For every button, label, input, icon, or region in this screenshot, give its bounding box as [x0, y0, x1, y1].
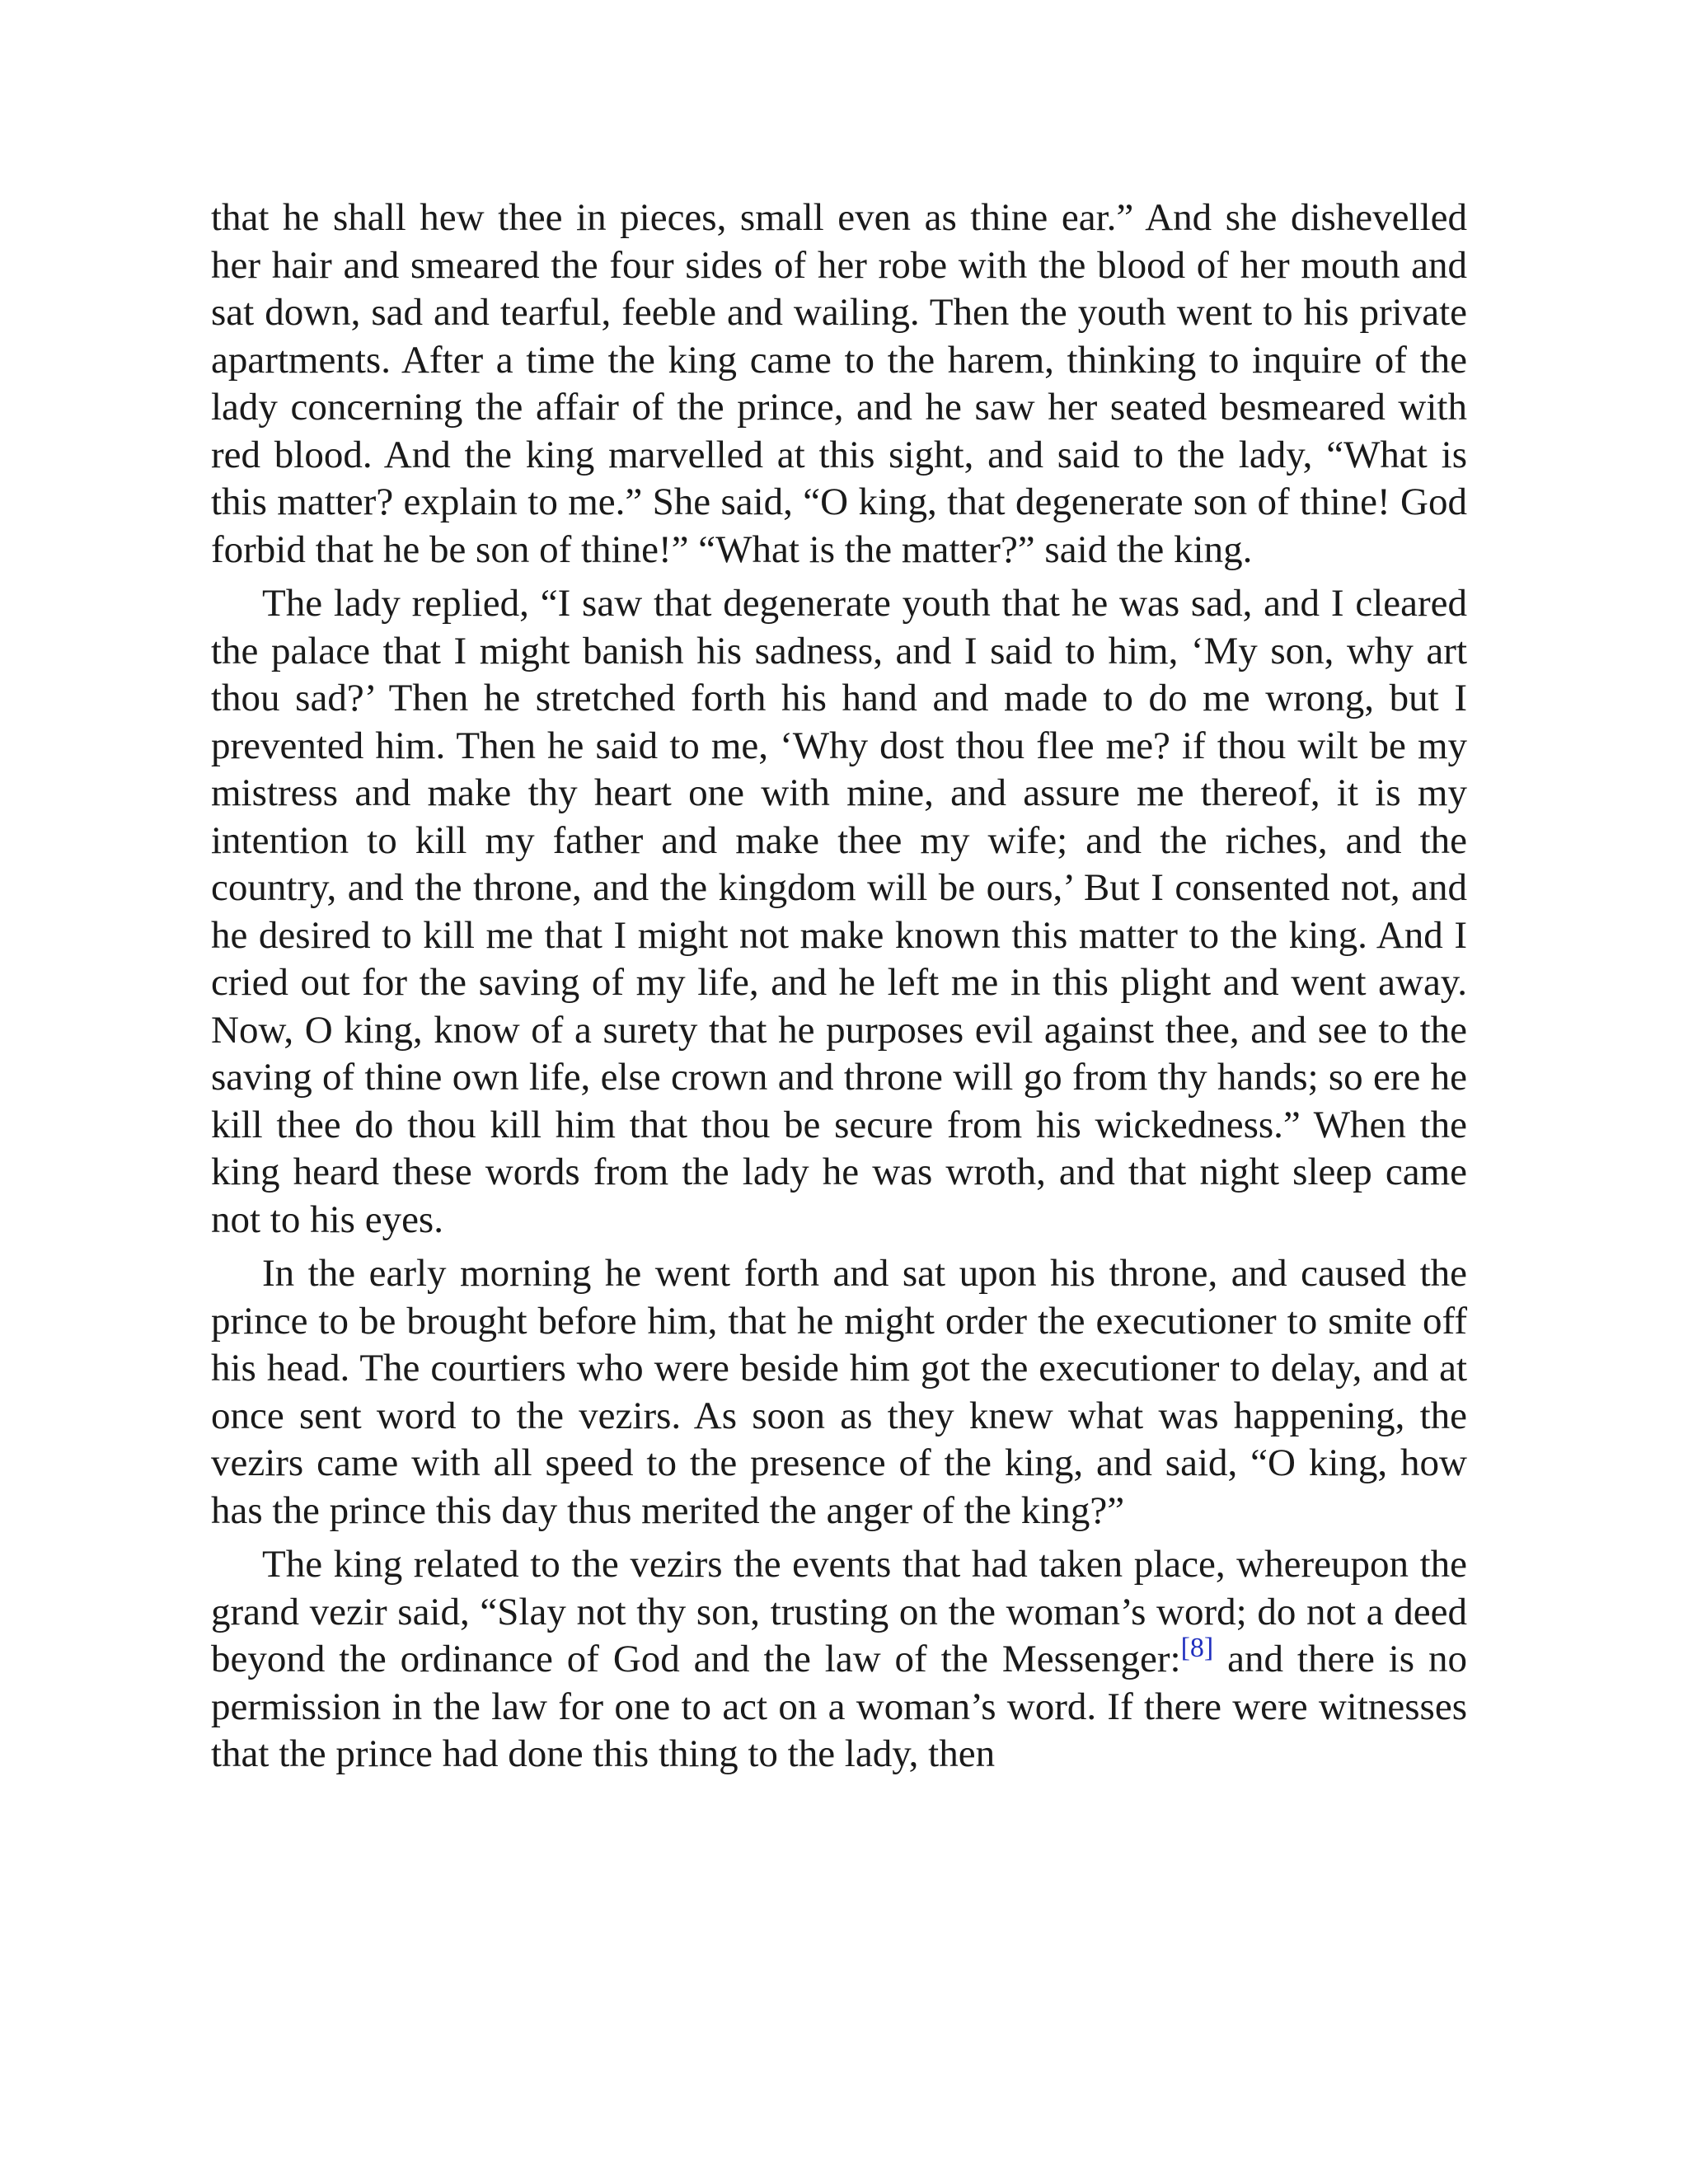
- document-page: [211, 194, 1467, 1785]
- paragraph-1: that he shall hew thee in pieces, small even as thine ear.” And she dishevelled her hair and smeared the four sides of her robe with the blood of her mouth and sat down, sad and tearful, feeble and wailing. Then the youth went to his private apartments. After a time the king came to the harem, thinking to inquire of the lady concerning the affair of the prince, and he saw her seated besmeared with red blood. And the king marvelled at this sight, and said to the lady, “What is this matter? explain to me.” She said, “O king, that degenerate son of thine! God forbid that he be son of thine!” “What is the matter?” said the king.: [211, 196, 1467, 571]
- paragraph-4: [211, 1541, 1467, 1779]
- paragraph-4-text-after: and there is no permission in the law for one to act on a woman’s word. If there were witnesses that the prince had done this thing to the lady, then: [211, 1638, 1468, 1775]
- footnote-link[interactable]: [8]: [1180, 1633, 1214, 1663]
- paragraph-3: In the early morning he went forth and sat upon his throne, and caused the prince to be brought before him, that he might order the executioner to smite off his head. The courtiers who were beside him got the executioner to delay, and at once sent word to the vezirs. As soon as they knew what was happening, the vezirs came with all speed to the presence of the king, and said, “O king, how has the prince this day thus merited the anger of the king?”: [211, 1252, 1467, 1532]
- paragraph-2: The lady replied, “I saw that degenerate youth that he was sad, and I cleared the palace that I might banish his sadness, and I said to him, ‘My son, why art thou sad?’ Then he stretched forth his hand and made to do me wrong, but I prevented him. Then he said to me, ‘Why dost thou flee me? if thou wilt be my mistress and make thy heart one with mine, and assure me thereof, it is my intention to kill my father and make thee my wife; and the riches, and the country, and the throne, and the kingdom will be ours,’ But I consented not, and he desired to kill me that I might not make known this matter to the king. And I cried out for the saving of my life, and he left me in this plight and went away. Now, O king, know of a surety that he purposes evil against thee, and see to the saving of thine own life, else crown and throne will go from thy hands; so ere he kill thee do thou kill him that thou be secure from his wickedness.” When the king heard these words from the lady he was wroth, and that night sleep came not to his eyes.: [211, 582, 1467, 1241]
- paragraph-4-text-before: The king related to the vezirs the events that had taken place, whereupon the grand vezir said, “Slay not thy son, trusting on the woman’s word; do not a deed beyond the ordinance of God and the law of the Messenger:: [211, 1543, 1467, 1680]
